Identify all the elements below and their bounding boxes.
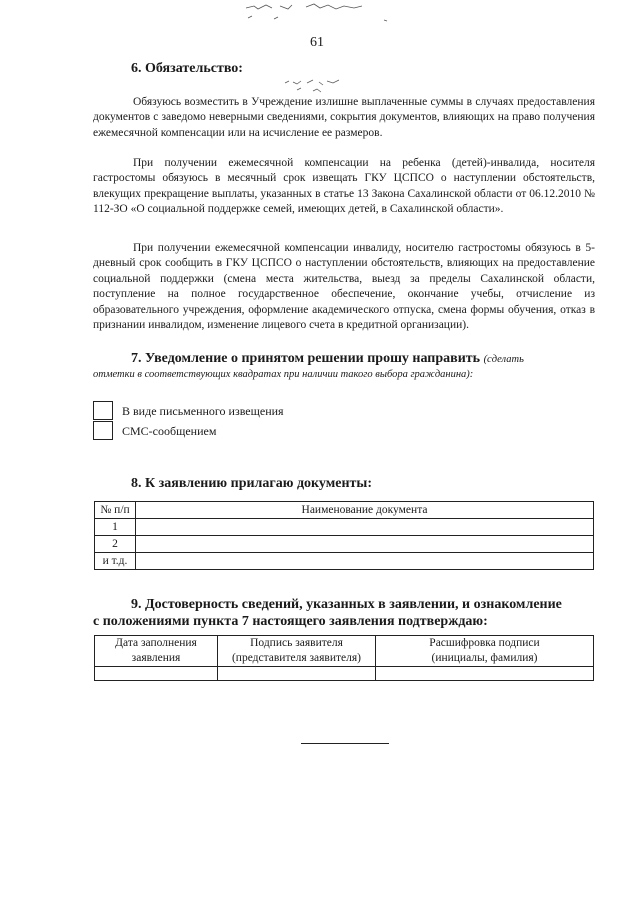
page-number: 61 (310, 35, 324, 50)
signature-cell[interactable] (218, 667, 376, 681)
signature-column-header: Подпись заявителя (представителя заявителя) (218, 636, 376, 667)
signature-table (94, 635, 594, 681)
column-header-number: № п/п (95, 502, 136, 519)
table-row (95, 536, 594, 553)
table-row (95, 667, 594, 681)
row-number: и т.д. (95, 553, 136, 570)
date-cell[interactable] (95, 667, 218, 681)
section8-heading: 8. К заявлению прилагаю документы: (131, 476, 373, 491)
documents-table (94, 501, 594, 570)
footnote-divider (301, 743, 389, 744)
document-name-cell[interactable] (136, 536, 594, 553)
written-notice-label: В виде письменного извещения (122, 404, 284, 418)
section9-heading-line2: с положениями пункта 7 настоящего заявления подтверждаю: (93, 614, 488, 629)
date-column-header: Дата заполнения заявления (95, 636, 218, 667)
column-header-document-name: Наименование документа (136, 502, 594, 519)
name-column-header: Расшифровка подписи (инициалы, фамилия) (376, 636, 594, 667)
row-number: 2 (95, 536, 136, 553)
written-notice-checkbox[interactable] (93, 401, 113, 420)
section7-note-start: (сделать (483, 354, 524, 365)
name-cell[interactable] (376, 667, 594, 681)
table-row (95, 519, 594, 536)
table-header-row (95, 502, 594, 519)
stamp-smudge (283, 77, 343, 95)
section6-heading: 6. Обязательство: (131, 61, 243, 76)
scan-artifact (244, 0, 394, 24)
table-header-row (95, 636, 594, 667)
document-name-cell[interactable] (136, 519, 594, 536)
row-number: 1 (95, 519, 136, 536)
section7-heading (131, 351, 524, 367)
sms-label: СМС-сообщением (122, 424, 217, 438)
section9-heading-line1: 9. Достоверность сведений, указанных в заявлении, и ознакомление (131, 597, 562, 612)
sms-checkbox[interactable] (93, 421, 113, 440)
table-row (95, 553, 594, 570)
section7-heading-text: 7. Уведомление о принятом решении прошу направить (131, 351, 481, 366)
commitment-paragraph-2: При получении ежемесячной компенсации на ребенка (детей)-инвалида, носителя гастростомы обязуюсь в месячный срок извещать ГКУ ЦСПСО о наступлении обстоятельств, влекущих прекращение выплаты, указанных в статье 13 Закона Сахалинской области от 06.12.2010 № 112-ЗО «О социальной поддержке семей, имеющих детей, в Сахалинской области». (93, 157, 595, 216)
document-name-cell[interactable] (136, 553, 594, 570)
section7-note: отметки в соответствующих квадратах при наличии такого выбора гражданина): (93, 369, 474, 380)
commitment-paragraph-3: При получении ежемесячной компенсации инвалиду, носителю гастростомы обязуюсь в 5-дневный срок сообщить в ГКУ ЦСПСО о наступлении обстоятельств, влияющих на предоставление социальной поддержки (смена места жительства, выезд за пределы Сахалинской области, поступление на полное государственное обеспечение, окончание учебы, отчисление из образовательного учреждения, оформление академического отпуска, смена формы обучения, отказ в признании инвалидом, изменение лицевого счета в кредитной организации). (93, 242, 595, 332)
commitment-paragraph-1: Обязуюсь возместить в Учреждение излишне выплаченные суммы в случаях предоставления документов с заведомо неверными сведениями, сокрытия документов, влияющих на право получения ежемесячной компенсации или на исчисление ее размеров. (93, 96, 595, 139)
